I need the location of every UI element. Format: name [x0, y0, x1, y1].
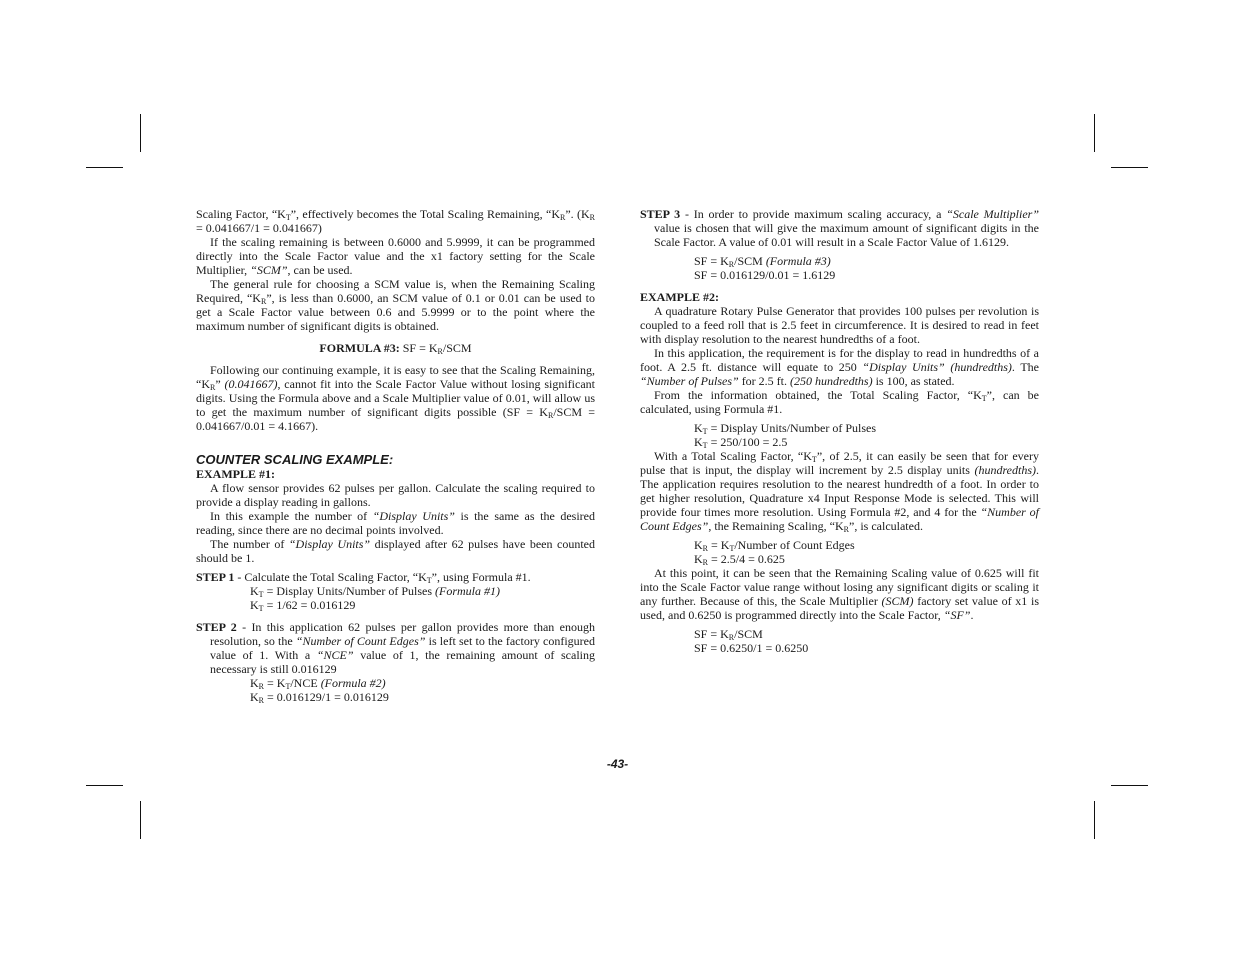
step-3-equation-2: SF = 0.016129/0.01 = 1.6129 — [694, 268, 836, 282]
left-column — [196, 207, 595, 704]
paragraph-continuing-example: Following our continuing example, it is easy to see that the Scaling Remaining, “$K_R$” (0.041667), cannot fit into the Scale Factor Value without losing significant digits. Using the Formula above and a Scale Multiplier value of 0.01, will allow us to get the maximum number of significant digits possible ($SF = K_R$/SCM = 0.041667/0.01 = 4.1667). — [196, 363, 596, 433]
example-2-equation-5: SF = $K_R$/SCM — [694, 627, 763, 642]
example-2-equation-6: SF = 0.6250/1 = 0.6250 — [694, 641, 809, 655]
step-1-equation-1: $K_T$ = Display Units/Number of Pulses (Formula #1) — [250, 584, 500, 599]
paragraph-scaling-range: If the scaling remaining is between 0.6000 and 5.9999, it can be programmed directly into the Scale Factor value and the x1 factory setting for the Scale Multiplier, “SCM”, can be used. — [196, 235, 595, 277]
crop-mark — [1111, 785, 1148, 786]
example-1-heading: EXAMPLE #1: — [196, 467, 275, 481]
example-2-heading: EXAMPLE #2: — [640, 290, 719, 304]
example-2-equation-1: $K_T$ = Display Units/Number of Pulses — [694, 421, 876, 436]
crop-mark — [140, 801, 141, 839]
step-1: STEP 1 - Calculate the Total Scaling Factor, “$K_T$”, using Formula #1. — [196, 570, 531, 585]
example-2-paragraph-2: In this application, the requirement is for the display to read in hundredths of a foot. A 2.5 ft. distance will equate to 250 “Display Units” (hundredths). The “Number of Pulses” for 2.5 ft. (250 hundredths) is 100, as stated. — [640, 346, 1039, 388]
formula-3: FORMULA #3: SF = $K_R$/SCM — [319, 341, 472, 356]
example-2-equation-2: $K_T = 250/100 = 2.5$ — [694, 435, 788, 450]
crop-mark — [1094, 114, 1095, 152]
paragraph-general-rule: The general rule for choosing a SCM value is, when the Remaining Scaling Required, “$K_R$”, is less than 0.6000, an SCM value of 0.1 or 0.01 can be used to get a Scale Factor value between 0.6 and 5.9999 or to the point where the maximum number of significant digits is obtained. — [196, 277, 595, 333]
crop-mark — [86, 785, 123, 786]
example-2-equation-3: $K_R$ = $K_T$/Number of Count Edges — [694, 538, 855, 553]
crop-mark — [140, 114, 141, 152]
example-1-paragraph-2: In this example the number of “Display Units” is the same as the desired reading, since there are no decimal points involved. — [196, 509, 595, 537]
example-2-paragraph-5: At this point, it can be seen that the Remaining Scaling value of 0.625 will fit into the Scale Factor value range without losing any significant digits or scaling it any further. Because of this, the Scale Multiplier (SCM) factory set value of x1 is used, and 0.6250 is programmed directly into the Scale Factor, “SF”. — [640, 566, 1039, 622]
crop-mark — [86, 167, 123, 168]
right-column — [640, 207, 1039, 655]
example-2-equation-4: $K_R = 2.5/4 = 0.625$ — [694, 552, 785, 567]
example-1-paragraph-3: The number of “Display Units” displayed after 62 pulses have been counted should be 1. — [196, 537, 595, 565]
step-3: STEP 3 - In order to provide maximum scaling accuracy, a “Scale Multiplier” value is chosen that will give the maximum amount of significant digits in the Scale Factor. A value of 0.01 will result in a Scale Factor Value of 1.6129. — [640, 207, 1039, 249]
step-3-equation-1: SF = $K_R$/SCM (Formula #3) — [694, 254, 831, 269]
step-1-equation-2: $K_T = 1/62 = 0.016129$ — [250, 598, 356, 613]
page-number: -43- — [606, 757, 629, 771]
step-2-equation-2: $K_R = 0.016129/1 = 0.016129$ — [250, 690, 389, 705]
crop-mark — [1094, 801, 1095, 839]
example-2-paragraph-3: From the information obtained, the Total Scaling Factor, “$K_T$”, can be calculated, using Formula #1. — [640, 388, 1039, 416]
example-2-paragraph-1: A quadrature Rotary Pulse Generator that provides 100 pulses per revolution is coupled to a feed roll that is 2.5 feet in circumference. It is desired to read in feet with display resolution to the nearest hundredths of a foot. — [640, 304, 1039, 346]
crop-mark — [1111, 167, 1148, 168]
step-2: STEP 2 - In this application 62 pulses per gallon provides more than enough resolution, so the “Number of Count Edges” is left set to the factory configured value of 1. With a “NCE” value of 1, the remaining amount of scaling necessary is still 0.016129 — [196, 620, 596, 676]
example-1-paragraph-1: A flow sensor provides 62 pulses per gallon. Calculate the scaling required to provide a display reading in gallons. — [196, 481, 595, 509]
paragraph-scaling-factor: Scaling Factor, “$K_T$”, effectively becomes the Total Scaling Remaining, “$K_R$”. $(K_R = 0.041667/1 = 0.041667)$ — [196, 207, 595, 235]
step-2-equation-1: $K_R = K_T/NCE$ (Formula #2) — [250, 676, 386, 691]
example-2-paragraph-4: With a Total Scaling Factor, “$K_T$”, of 2.5, it can easily be seen that for every pulse that is input, the display will increment by 2.5 display units (hundredths). The application requires resolution to the nearest hundredth of a foot. In order to get higher resolution, Quadrature x4 Input Response Mode is selected. This will provide four times more resolution. Using Formula #2, and 4 for the “Number of Count Edges”, the Remaining Scaling, “$K_R$”, is calculated. — [640, 449, 1039, 534]
section-heading: COUNTER SCALING EXAMPLE: — [196, 452, 394, 467]
